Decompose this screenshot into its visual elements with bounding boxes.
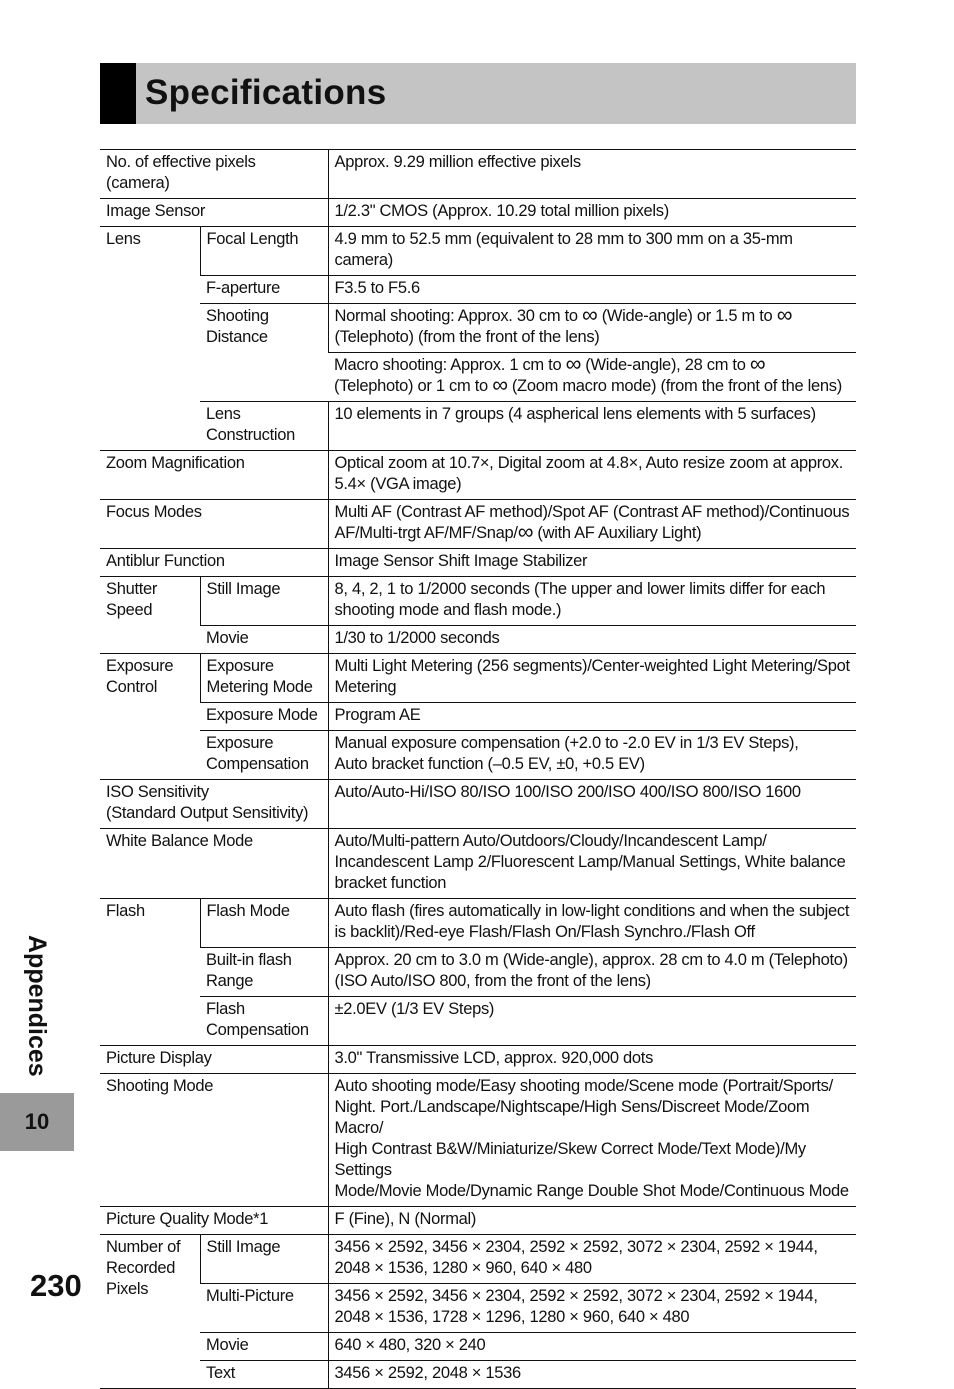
spec-row [100, 500, 856, 549]
spec-row [100, 1074, 856, 1207]
spec-cell: Movie [200, 626, 328, 654]
page-title: Specifications [145, 73, 387, 112]
infinity-icon: ∞ [492, 372, 508, 397]
spec-row [100, 1284, 856, 1333]
spec-row [100, 1333, 856, 1361]
spec-row [100, 199, 856, 227]
spec-row [100, 780, 856, 829]
spec-cell: 1/30 to 1/2000 seconds [328, 626, 856, 654]
spec-cell: Lens [100, 227, 200, 451]
spec-cell: Exposure Metering Mode [200, 654, 328, 703]
spec-cell: Focus Modes [100, 500, 328, 549]
spec-cell: Image Sensor [100, 199, 328, 227]
spec-cell: Flash Compensation [200, 997, 328, 1046]
specifications-table-body [100, 150, 856, 1389]
spec-row [100, 304, 856, 353]
title-black-block [100, 63, 136, 124]
spec-row [100, 1046, 856, 1074]
spec-cell: F-aperture [200, 276, 328, 304]
spec-cell: Manual exposure compensation (+2.0 to -2.0 EV in 1/3 EV Steps), Auto bracket function (–0.5 EV, ±0, +0.5 EV) [328, 731, 856, 780]
spec-cell: Shooting Mode [100, 1074, 328, 1207]
spec-cell: Multi-Picture [200, 1284, 328, 1333]
spec-row [100, 1361, 856, 1389]
spec-cell: 3456 × 2592, 3456 × 2304, 2592 × 2592, 3072 × 2304, 2592 × 1944, 2048 × 1536, 1280 × 960, 640 × 480 [328, 1235, 856, 1284]
spec-cell: Still Image [200, 1235, 328, 1284]
spec-cell: Lens Construction [200, 402, 328, 451]
spec-cell: ±2.0EV (1/3 EV Steps) [328, 997, 856, 1046]
spec-cell: 4.9 mm to 52.5 mm (equivalent to 28 mm to 300 mm on a 35-mm camera) [328, 227, 856, 276]
spec-cell: 10 elements in 7 groups (4 aspherical lens elements with 5 surfaces) [328, 402, 856, 451]
spec-cell: 1/2.3" CMOS (Approx. 10.29 total million pixels) [328, 199, 856, 227]
spec-row [100, 402, 856, 451]
spec-cell: Antiblur Function [100, 549, 328, 577]
spec-row [100, 1207, 856, 1235]
spec-cell: Approx. 9.29 million effective pixels [328, 150, 856, 199]
spec-cell: Auto flash (fires automatically in low-light conditions and when the subject is backlit)/Red-eye Flash/Flash On/Flash Synchro./Flash Off [328, 899, 856, 948]
spec-cell: Approx. 20 cm to 3.0 m (Wide-angle), approx. 28 cm to 4.0 m (Telephoto) (ISO Auto/ISO 800, from the front of the lens) [328, 948, 856, 997]
spec-cell: F3.5 to F5.6 [328, 276, 856, 304]
section-side-label [22, 935, 70, 1085]
spec-cell: Text [200, 1361, 328, 1389]
spec-cell: 8, 4, 2, 1 to 1/2000 seconds (The upper and lower limits differ for each shooting mode and flash mode.) [328, 577, 856, 626]
spec-cell: ISO Sensitivity (Standard Output Sensitivity) [100, 780, 328, 829]
infinity-icon: ∞ [776, 302, 793, 327]
spec-cell: Picture Display [100, 1046, 328, 1074]
page-number: 230 [30, 1268, 82, 1303]
spec-cell: Zoom Magnification [100, 451, 328, 500]
spec-cell: Built-in flash Range [200, 948, 328, 997]
spec-cell: F (Fine), N (Normal) [328, 1207, 856, 1235]
title-bar [100, 63, 856, 124]
infinity-icon: ∞ [749, 351, 766, 376]
spec-row [100, 997, 856, 1046]
spec-cell: Flash [100, 899, 200, 1046]
spec-row [100, 626, 856, 654]
spec-cell: Shutter Speed [100, 577, 200, 654]
spec-cell: Image Sensor Shift Image Stabilizer [328, 549, 856, 577]
spec-row [100, 899, 856, 948]
spec-cell: Auto/Auto-Hi/ISO 80/ISO 100/ISO 200/ISO 400/ISO 800/ISO 1600 [328, 780, 856, 829]
spec-cell: Auto/Multi-pattern Auto/Outdoors/Cloudy/Incandescent Lamp/ Incandescent Lamp 2/Fluorescent Lamp/Manual Settings, White balance bracket function [328, 829, 856, 899]
spec-cell: 3456 × 2592, 2048 × 1536 [328, 1361, 856, 1389]
spec-cell: Auto shooting mode/Easy shooting mode/Scene mode (Portrait/Sports/ Night. Port./Landscape/Nightscape/High Sens/Discreet Mode/Zoom Macro/ High Contrast B&W/Miniaturize/Skew Correct Mode/Text Mode)/My Settings Mode/Movie Mode/Dynamic Range Double Shot Mode/Continuous Mode [328, 1074, 856, 1207]
spec-cell: White Balance Mode [100, 829, 328, 899]
spec-row [100, 276, 856, 304]
spec-cell: Still Image [200, 577, 328, 626]
section-label-text: Appendices [23, 935, 51, 1077]
specifications-table [100, 149, 856, 1389]
spec-row [100, 948, 856, 997]
spec-cell: Optical zoom at 10.7×, Digital zoom at 4.8×, Auto resize zoom at approx. 5.4× (VGA image) [328, 451, 856, 500]
spec-row [100, 654, 856, 703]
spec-cell: Macro shooting: Approx. 1 cm to ∞ (Wide-angle), 28 cm to ∞ (Telephoto) or 1 cm to ∞ (Zoom macro mode) (from the front of the lens) [328, 353, 856, 402]
infinity-icon: ∞ [565, 351, 581, 376]
spec-cell: Focal Length [200, 227, 328, 276]
spec-cell: Exposure Mode [200, 703, 328, 731]
spec-cell: Normal shooting: Approx. 30 cm to ∞ (Wide-angle) or 1.5 m to ∞ (Telephoto) (from the front of the lens) [328, 304, 856, 353]
infinity-icon: ∞ [517, 519, 534, 544]
spec-row [100, 829, 856, 899]
chapter-tab: 10 [0, 1093, 74, 1151]
spec-cell: Exposure Control [100, 654, 200, 780]
spec-cell: No. of effective pixels (camera) [100, 150, 328, 199]
spec-cell: Exposure Compensation [200, 731, 328, 780]
spec-cell: Number of Recorded Pixels [100, 1235, 200, 1389]
spec-cell: Program AE [328, 703, 856, 731]
spec-cell: Flash Mode [200, 899, 328, 948]
spec-cell: 640 × 480, 320 × 240 [328, 1333, 856, 1361]
spec-row [100, 731, 856, 780]
spec-cell: Shooting Distance [200, 304, 328, 402]
spec-cell: 3456 × 2592, 3456 × 2304, 2592 × 2592, 3072 × 2304, 2592 × 1944, 2048 × 1536, 1728 × 1296, 1280 × 960, 640 × 480 [328, 1284, 856, 1333]
spec-row [100, 451, 856, 500]
spec-cell: Picture Quality Mode*1 [100, 1207, 328, 1235]
spec-cell: 3.0" Transmissive LCD, approx. 920,000 dots [328, 1046, 856, 1074]
infinity-icon: ∞ [582, 302, 598, 327]
spec-cell: Movie [200, 1333, 328, 1361]
spec-row [100, 577, 856, 626]
spec-row [100, 703, 856, 731]
spec-row [100, 549, 856, 577]
spec-cell: Multi Light Metering (256 segments)/Center-weighted Light Metering/Spot Metering [328, 654, 856, 703]
spec-row [100, 227, 856, 276]
spec-cell: Multi AF (Contrast AF method)/Spot AF (Contrast AF method)/Continuous AF/Multi-trgt AF/MF/Snap/∞ (with AF Auxiliary Light) [328, 500, 856, 549]
spec-row [100, 150, 856, 199]
spec-row [100, 1235, 856, 1284]
